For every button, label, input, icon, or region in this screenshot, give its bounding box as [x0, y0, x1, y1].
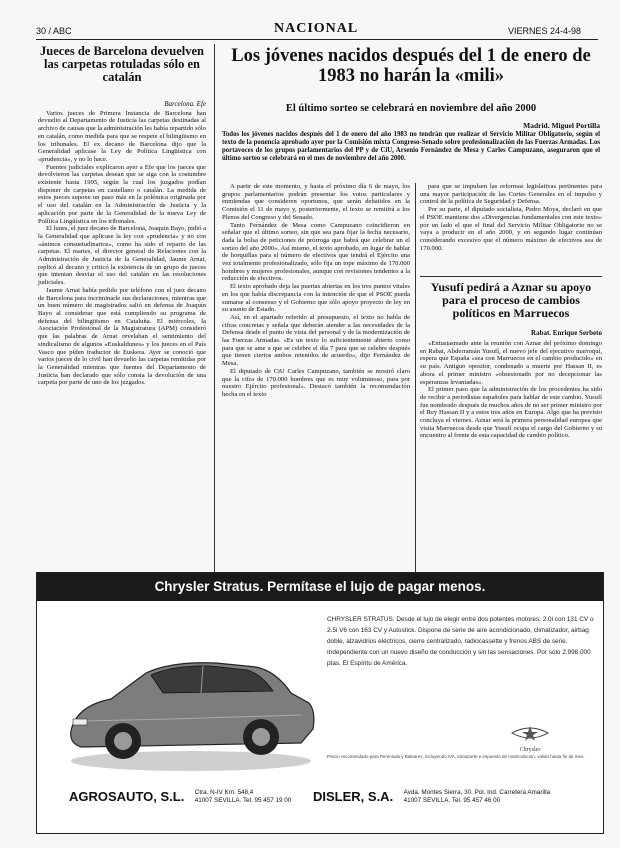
main-paragraph: Así, en el apartado referido al presupuesto, el texto no habla de cifras concretas y señala que deberán atender a las necesidades de la Defensa desde el punto de vista del personal y de la modernización de las Fuerzas Armadas. «Es un texto lo suficientemente abierto como para que se ame a que se celebre el día 7 para que se celebre después que tienen ciertos ambos retenidos de acuerdo», dijo Fernández de Mesa.: [222, 313, 410, 368]
main-paragraph: para que se impulsen las reformas legislativas pertinentes para una mayor participación de las Cortes Generales en el impulso y control de la política de Seguridad y Defensa.: [420, 183, 602, 206]
side-article-title: Yusufí pedirá a Aznar su apoyo para el proceso de cambios políticos en Marruecos: [430, 280, 592, 320]
left-paragraph: Varios jueces de Primera Instancia de Barcelona han devuelto al Departamento de Justicia las carpetas destinadas al archivo de causas que la administración les había repartido sólo en catalán, como medida para que se respete el bilingüismo en los tribunales. El ex decano de Barcelona dijo que la Generalidad aplicase la Ley de Política Lingüística con «prudencia», y no lo hace.: [38, 109, 206, 163]
main-paragraph: Por su parte, el diputado socialista, Pedro Moya, declaró en que el PSOE mantiene dos «Divergencias fundamentales con este texto» por un lado el que el final del Servicio Militar Obligatorio no se vaya a producir en el año 2000, y en segundo lugar continúan considerando excesivo que el número máximo de efectivos sea de 170.000.: [420, 206, 602, 252]
chrysler-logo: [502, 721, 558, 753]
main-article-column-1: [222, 183, 410, 399]
advert-fine-print: Precio recomendado para Península y Baleares, incluyendo IVA, transporte e impuesto de matriculación, valido hasta fin de mes.: [327, 754, 585, 759]
main-paragraph: El texto aprobado deja las puertas abiertas en los tres puntos vitales en los que había discrepancia con la intención de que el PSOE pueda sumarse al consenso y el Gobierno que sólo apoyo proyecto de ley en su asunto de Estado.: [222, 283, 410, 314]
dealer-name: DISLER, S.A.: [313, 789, 394, 805]
main-article-column-2: [420, 183, 602, 252]
main-article-byline: Madrid. Miguel Portilla: [523, 121, 600, 130]
issue-date: VIERNES 24-4-98: [508, 26, 582, 36]
dealer-disler: [313, 788, 550, 806]
left-paragraph: Jaume Arnat había pedido por teléfono con el juez decano de Barcelona para incriminarle sus declaraciones, mientras que un buen número de magistrados salió en defensa de Joaquín Bayo al considerar que está cumpliendo su programa de defensa del bilingüismo en Cataluña. El miércoles, la Asociación Profesional de la Magistratura (APM) consideró que las palabras de Arnat revelaban el sentimiento del sindicalismo de algunos «Euskaldunes» y los jueces en el País Vasco que piden traductor de Euskera. Ayer se conoció que varios jueces de lo civil han devuelto las carpetas remitidas por la Generalidad mientras que fuentes del Departamento de Justicia han declarado que sólo consta la devolución de una carpeta por parte de uno de los juzgados.: [38, 286, 206, 387]
main-article-lead: Todos los jóvenes nacidos después del 1 de enero del año 1983 no tendrán que realizar el Servicio Militar Obligatorio, según el texto de la ponencia aprobado ayer por la Comisión mixta Congreso-Senado sobre profesionalización de las Fuerzas Armadas. Los portavoces de los grupos parlamentarios del PP y de CiU, Arsenio Fernández de Mesa y Carles Campuzano, aseguraron que el último sorteo se celebrará en el mes de noviembre del año 2000.: [222, 131, 600, 162]
header-rule: [36, 39, 598, 40]
car-illustration: [51, 611, 321, 781]
page-number: 30 / ABC: [36, 26, 72, 36]
column-divider: [214, 44, 215, 572]
side-article-byline: Rabat. Enrique Serbeto: [531, 329, 602, 337]
left-article-byline: Barcelona. Efe: [164, 100, 206, 108]
section-title: NACIONAL: [274, 21, 359, 36]
column-divider: [415, 183, 416, 572]
side-article-body: [420, 340, 602, 440]
dealer-address: Ctra. N-IV Km. 548,4 41007 SEVILLA. Tel. 95 457 19 00: [194, 789, 292, 804]
dealer-agrosauto: [69, 788, 291, 806]
left-article-body: [38, 98, 206, 387]
chrysler-star-icon: [510, 721, 550, 745]
main-article-subtitle: El último sorteo se celebrará en noviembre del año 2000: [285, 103, 537, 114]
main-paragraph: Tanto Fernández de Mesa como Campuzano coincidieron en señalar que el último sorteo, sin que sea para fijar la fecha necesario, dada la bolsa de peticiones de prórroga que habrá que celebrar un el sorteo del año 2000». Así mismo, el texto aprobado, en lugar de hablar de horquillas para el número de efectivos que tendrá el Ejército una vez totalmente profesionalizado, sólo fija un tope máximo de 170.000 hombres y mujeres profesionales, aunque con revisiones tendentes a la reducción de efectivos.: [222, 221, 410, 283]
side-article-rule: [420, 276, 602, 277]
side-paragraph: «Entusiasmado ante la reunión con Aznar del próximo domingo en Rabat, Abderramán Yusufí, el nuevo jefe del ejecutivo marroquí, espera que España «sea con Marruecos en el cambio producido» en su país. Antiguo opositor, condenado a muerte por Hassan II, es abora el primer ministro «obsesionado por no decepcionar las esperanzas levantadas».: [420, 340, 602, 386]
dealer-address: Avda. Montes Sierra, 30. Pol. Ind. Carretera Amarilla 41007 SEVILLA. Tel. 95 457 46 00: [403, 789, 551, 804]
left-article-title: Jueces de Barcelona devuelven las carpetas rotuladas sólo en catalán: [40, 44, 204, 84]
main-paragraph: El diputado de CiU Carles Campuzano, también se mostró claro que la cifra de 170.000 hombres que es muy voluminoso, para por nuestro Ejército profesional». Destacó también la recomendación hecha en el texto: [222, 367, 410, 398]
side-paragraph: El primer paso que la administración de los procedentes ha sido de recibir a periodistas españoles para hablar de este cambio. Yusufí fue nombrado después de muchos años de no ser primer ministro por el Rey Hassan II y a estos tres años en Europa. Algo que ha previsto concluya el viernes. Aznar será la primera personalidad europea que visita Marruecos desde que Yusufí ocupa el cargo del Gobierno y su encuentro al frente de esta capacidad de cambio político.: [420, 386, 602, 440]
left-paragraph: El lunes, el juez decano de Barcelona, Joaquín Bayo, pidió a la Generalidad que aplicase la ley con «prudencia» y no con «ánimos consuetudinarios», como ha sido el reparto de las carpetas. El martes, el director general de Relaciones con la Administración de Justicia de la Generalidad, Jaume Arnat, replicó al decano y criticó la existencia de un grupo de jueces que intentan desviar el uso del catalán en las resoluciones judiciales.: [38, 225, 206, 287]
chrysler-advert: [36, 572, 604, 834]
advert-banner: Chrysler Stratus. Permítase el lujo de pagar menos.: [37, 573, 603, 601]
logo-wordmark: Chrysler: [519, 747, 541, 753]
main-article-title: Los jóvenes nacidos después del 1 de enero de 1983 no harán la «mili»: [231, 46, 591, 86]
page-header: [0, 0, 620, 42]
main-paragraph: A partir de este momento, y hasta el próximo día 6 de mayo, los grupos parlamentarios podrán presentar los votos particulares y enmiendas que consideren oportunos, que serán debatidos en la Comisión el 11 de mayo y, posteriormente, el texto se remitirá a los Plenos del Congreso y del Senado.: [222, 183, 410, 221]
dealer-name: AGROSAUTO, S.L.: [69, 789, 185, 805]
advert-copy: CHRYSLER STRATUS. Desde el lujo de elegir entre dos potentes motores: 2.0i con 131 CV o 2.5i V6 con 163 CV y Autostick. Dispone de serie de aire acondicionado, climatizador, airbag doble, alzavidrios eléctricos, cierre centralizado, radiocassette y frenos ABS de serie. Independiente con un nuevo diseño de conducción y sin las sensaciones. Por sólo 2.998.000 ptas. El Espíritu de América.: [327, 616, 594, 667]
left-paragraph: Fuentes judiciales explicaron ayer a Efe que los jueces que devolvieron las carpetas desean que se siga con la costumbre existente hasta 1995, según la cual los juzgados podían disponer de carpetas en castellano o catalán. La medida de estos jueces supone un paso más en la polémica originada por el uso del catalán en la Administración de Justicia y la aplicación por parte de la Generalidad de la nueva Ley de Política Lingüística en los tribunales.: [38, 163, 206, 225]
